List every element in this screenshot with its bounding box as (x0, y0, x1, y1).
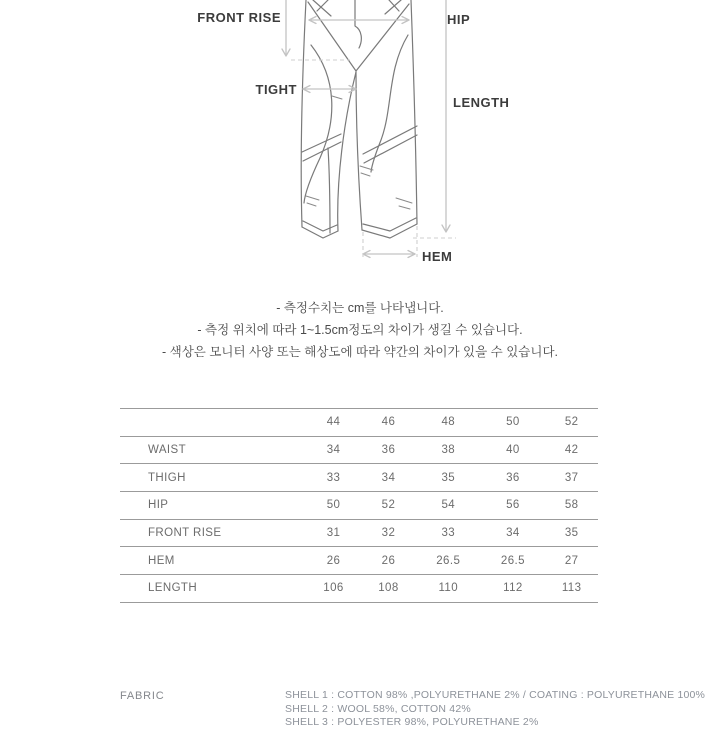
row-label: HEM (148, 554, 175, 567)
size-column-header: 46 (381, 416, 396, 429)
size-column-header: 52 (564, 416, 579, 429)
cell: 33 (441, 527, 456, 540)
cell: 42 (564, 444, 579, 457)
cell: 33 (326, 471, 341, 484)
cell: 26 (326, 554, 341, 567)
cell: 34 (381, 471, 396, 484)
fabric-section-label: FABRIC (120, 690, 165, 702)
cell: 26.5 (500, 554, 525, 567)
cell: 108 (378, 582, 399, 595)
size-column-header: 50 (506, 416, 520, 429)
cell: 32 (381, 527, 396, 540)
row-label: FRONT RISE (148, 527, 222, 540)
size-table-header-row (120, 409, 598, 437)
cell: 35 (564, 527, 579, 540)
table-row-waist (120, 436, 598, 464)
hip-label: HIP (447, 12, 471, 27)
row-label: WAIST (148, 444, 186, 457)
cell: 54 (441, 499, 456, 512)
measurement-notes (0, 297, 720, 363)
measurement-arrows (282, 0, 450, 258)
fabric-line: SHELL 2 : WOOL 58%, COTTON 42% (285, 702, 471, 715)
fabric-line: SHELL 3 : POLYESTER 98%, POLYURETHANE 2% (285, 716, 539, 728)
cell: 37 (564, 471, 579, 484)
table-row-thigh (120, 464, 598, 492)
row-label: HIP (148, 499, 169, 512)
fabric-line: SHELL 1 : COTTON 98% ,POLYURETHANE 2% / COATING : POLYURETHANE 100% (285, 689, 706, 701)
cell: 34 (506, 527, 520, 540)
cell: 38 (441, 444, 456, 457)
cell: 26.5 (436, 554, 461, 567)
row-label: LENGTH (148, 582, 198, 595)
length-label: LENGTH (453, 95, 510, 110)
tight-label: TIGHT (255, 82, 297, 97)
note-line: - 색상은 모니터 사양 또는 해상도에 따라 약간의 차이가 있을 수 있습니다. (161, 345, 558, 359)
cell: 36 (381, 444, 396, 457)
table-row-hip (120, 492, 598, 520)
hem-label: HEM (422, 249, 453, 264)
note-line: - 측정 위치에 따라 1~1.5cm정도의 차이가 생길 수 있습니다. (197, 323, 523, 337)
cell: 113 (561, 582, 582, 595)
cell: 35 (441, 471, 456, 484)
fabric-composition-lines (285, 689, 705, 730)
cell: 34 (326, 444, 341, 457)
table-row-front-rise (120, 519, 598, 547)
size-column-header: 44 (326, 416, 341, 429)
cell: 58 (564, 499, 579, 512)
cell: 36 (506, 471, 520, 484)
pants-measurement-diagram (0, 0, 720, 290)
cell: 40 (506, 444, 520, 457)
cell: 106 (323, 582, 344, 595)
table-row-length (120, 575, 598, 603)
size-column-header: 48 (441, 416, 456, 429)
cell: 27 (564, 554, 579, 567)
size-table (120, 408, 598, 603)
note-line: - 측정수치는 cm를 나타냅니다. (276, 301, 444, 315)
pants-outline (301, 0, 417, 238)
cell: 56 (506, 499, 520, 512)
size-table-corner-cell (120, 409, 306, 437)
pants-line-drawing (0, 0, 720, 290)
cell: 26 (381, 554, 396, 567)
table-row-hem (120, 547, 598, 575)
cell: 110 (438, 582, 459, 595)
cell: 31 (326, 527, 341, 540)
cell: 52 (381, 499, 396, 512)
row-label: THIGH (148, 471, 186, 484)
cell: 50 (326, 499, 341, 512)
front-rise-label: FRONT RISE (197, 10, 281, 25)
fabric-section (120, 689, 705, 730)
cell: 112 (503, 582, 523, 595)
